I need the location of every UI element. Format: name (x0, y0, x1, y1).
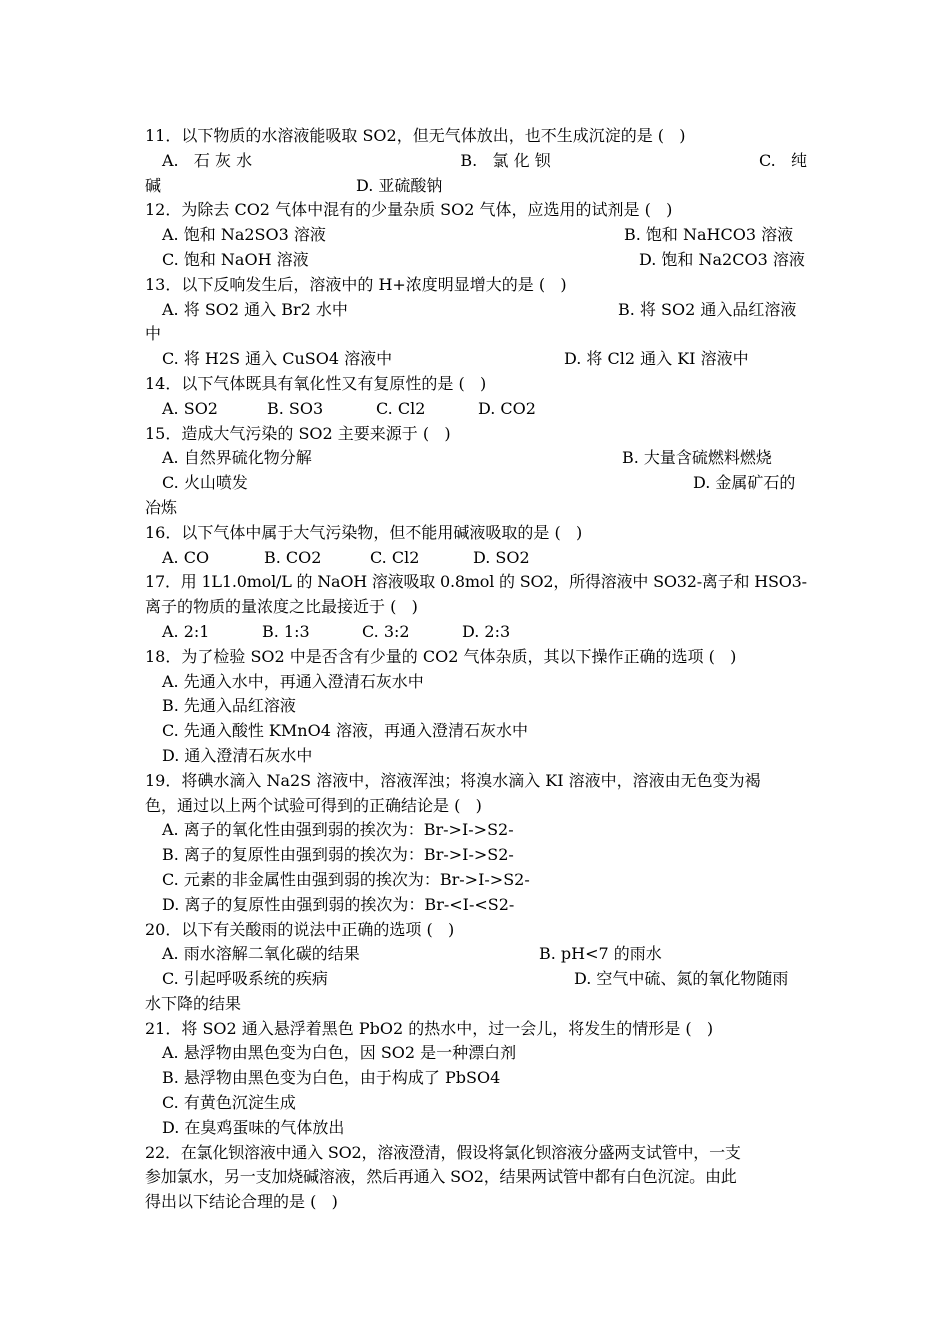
question-13-options-row-2 (145, 347, 807, 372)
option-b: B. SO3 (267, 398, 324, 418)
question-16-options-row (145, 546, 807, 571)
question-15-options-row (145, 446, 807, 471)
question-11-options-row-2 (145, 174, 807, 199)
question-20-stem: 20．以下有关酸雨的说法中正确的选项 ( ) (145, 919, 455, 939)
question-12-options-row-2 (145, 248, 807, 273)
option-a: A. SO2 (162, 398, 218, 418)
option-c: C. 3:2 (362, 621, 410, 641)
question-16-stem: 16．以下气体中属于大气污染物，但不能用碱液吸取的是 ( ) (145, 522, 583, 542)
question-14-stem: 14．以下气体既具有氧化性又有复原性的是 ( ) (145, 373, 487, 393)
question-20-options-wrap: 水下降的结果 (145, 993, 242, 1013)
option-c: C. 将 H2S 通入 CuSO4 溶液中 (162, 349, 393, 369)
option-b: B. 饱和 NaHCO3 溶液 (624, 225, 794, 245)
question-20-options-row (145, 942, 807, 967)
question-18-stem: 18．为了检验 SO2 中是否含有少量的 CO2 气体杂质，其以下操作正确的选项 ( ) (145, 646, 737, 666)
option-d: D. 空气中硫、氮的氧化物随雨 (574, 969, 789, 989)
option-c: C. 火山喷发 (162, 473, 248, 493)
question-22-stem-2: 参加氯水，另一支加烧碱溶液，然后再通入 SO2，结果两试管中都有白色沉淀。由此 (145, 1167, 737, 1187)
option-c: C. 饱和 NaOH 溶液 (162, 249, 309, 269)
option-c: C. Cl2 (370, 547, 420, 567)
option-a: A. 2:1 (162, 621, 210, 641)
option-a: A. 饱和 Na2SO3 溶液 (162, 225, 326, 245)
option-d: D. CO2 (478, 398, 536, 418)
option-d: D. 通入澄清石灰水中 (162, 745, 313, 765)
option-b: B. 离子的复原性由强到弱的挨次为：Br->I->S2- (162, 845, 514, 865)
option-b: B. 1:3 (262, 621, 310, 641)
option-a: A. 石 灰 水 (162, 150, 253, 170)
question-17-stem-2: 离子的物质的量浓度之比最接近于 ( ) (145, 597, 418, 617)
option-b: B. CO2 (264, 547, 322, 567)
question-19-stem-2: 色，通过以上两个试验可得到的正确结论是 ( ) (145, 795, 482, 815)
option-b: B. 先通入品红溶液 (162, 696, 296, 716)
question-22-stem-3: 得出以下结论合理的是 ( ) (145, 1192, 338, 1212)
option-a: A. 悬浮物由黑色变为白色，因 SO2 是一种漂白剂 (162, 1043, 517, 1063)
question-17-options-row (145, 620, 807, 645)
question-21-stem: 21．将 SO2 通入悬浮着黑色 PbO2 的热水中，过一会儿，将发生的情形是 ( ) (145, 1018, 714, 1038)
option-a: A. 雨水溶解二氧化碳的结果 (162, 944, 360, 964)
option-c: C. 元素的非金属性由强到弱的挨次为：Br->I->S2- (162, 869, 530, 889)
question-13-stem: 13．以下反响发生后，溶液中的 H+浓度明显增大的是 ( ) (145, 274, 567, 294)
question-15-options-row-2 (145, 471, 807, 496)
option-b: B. pH<7 的雨水 (539, 944, 662, 964)
option-c: C. 引起呼吸系统的疾病 (162, 969, 328, 989)
option-d: D. 金属矿石的 (693, 473, 796, 493)
question-14-options-row (145, 397, 807, 422)
question-11-options-row (145, 149, 807, 174)
option-b: B. 大量含硫燃料燃烧 (622, 448, 772, 468)
option-a: A. CO (162, 547, 210, 567)
question-15-options-wrap: 冶炼 (145, 497, 178, 517)
option-c: C. 纯 (758, 150, 807, 170)
question-12-options-row (145, 223, 807, 248)
question-13-options-row (145, 298, 807, 323)
option-a: A. 离子的氧化性由强到弱的挨次为：Br->I->S2- (162, 820, 514, 840)
option-b: B. 悬浮物由黑色变为白色，由于构成了 PbSO4 (162, 1068, 501, 1088)
option-d: D. 在臭鸡蛋味的气体放出 (162, 1117, 345, 1137)
question-11-stem: 11．以下物质的水溶液能吸取 SO2，但无气体放出，也不生成沉淀的是 ( ) (145, 126, 686, 145)
option-d: D. 饱和 Na2CO3 溶液 (639, 249, 805, 269)
question-15-stem: 15．造成大气污染的 SO2 主要来源于 ( ) (145, 423, 451, 443)
option-a: A. 将 SO2 通入 Br2 水中 (162, 299, 348, 319)
option-d: D. 亚硫酸钠 (356, 175, 443, 195)
question-22-stem: 22．在氯化钡溶液中通入 SO2，溶液澄清，假设将氯化钡溶液分盛两支试管中，一支 (145, 1142, 741, 1162)
question-13-options-wrap: 中 (145, 324, 162, 344)
question-19-stem: 19．将碘水滴入 Na2S 溶液中，溶液浑浊；将溴水滴入 KI 溶液中，溶液由无色变为褐 (145, 770, 761, 790)
option-c-wrap: 碱 (145, 175, 162, 195)
document-page (145, 124, 807, 1215)
option-b: B. 氯 化 钡 (460, 150, 551, 170)
option-a: A. 先通入水中，再通入澄清石灰水中 (162, 671, 424, 691)
option-d: D. 2:3 (462, 621, 511, 641)
option-b: B. 将 SO2 通入品红溶液 (618, 299, 797, 319)
option-c: C. 有黄色沉淀生成 (162, 1093, 296, 1113)
option-a: A. 自然界硫化物分解 (162, 448, 312, 468)
option-d: D. 将 Cl2 通入 KI 溶液中 (564, 349, 749, 369)
question-12-stem: 12．为除去 CO2 气体中混有的少量杂质 SO2 气体，应选用的试剂是 ( ) (145, 200, 673, 220)
option-c: C. Cl2 (376, 398, 426, 418)
option-c: C. 先通入酸性 KMnO4 溶液，再通入澄清石灰水中 (162, 721, 528, 741)
option-d: D. 离子的复原性由强到弱的挨次为：Br-<I-<S2- (162, 894, 515, 914)
option-d: D. SO2 (473, 547, 530, 567)
question-17-stem: 17．用 1L1.0mol/L 的 NaOH 溶液吸取 0.8mol 的 SO2，所得溶液中 SO32-离子和 HSO3- (145, 572, 807, 592)
question-20-options-row-2 (145, 967, 807, 992)
